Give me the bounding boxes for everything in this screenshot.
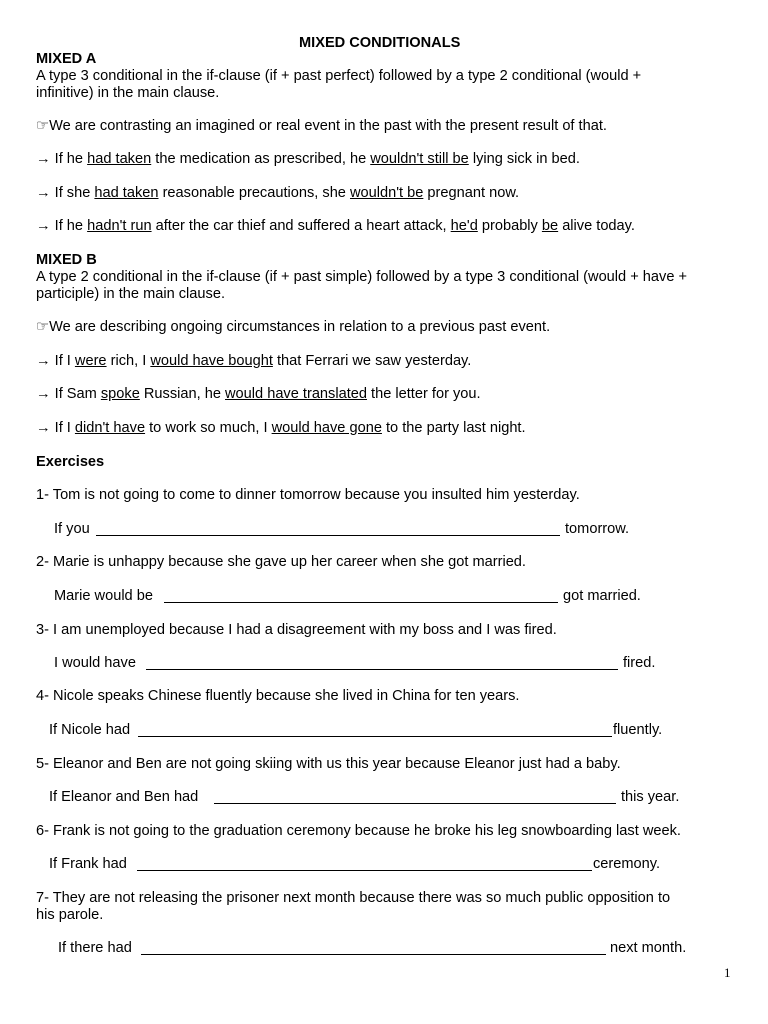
exercise-6-answer-blank[interactable] (137, 870, 592, 871)
mixed-a-example-1: → If he had taken the medication as prescribed, he wouldn't still be lying sick in bed. (36, 151, 580, 167)
exercise-7-answer-blank[interactable] (141, 954, 606, 955)
exercise-7-question: 7- They are not releasing the prisoner next month because there was so much public opposition to (36, 890, 671, 906)
exercise-6-suffix: ceremony. (593, 856, 661, 872)
exercise-1-answer-blank[interactable] (96, 535, 560, 536)
mixed-a-desc-line-2: infinitive) in the main clause. (36, 85, 220, 101)
exercise-3-prefix: I would have (54, 655, 136, 671)
mixed-a-desc-line-1: A type 3 conditional in the if-clause (if + past perfect) followed by a type 2 conditional (would + (36, 68, 642, 84)
mixed-b-heading: MIXED B (36, 252, 97, 268)
exercise-4-suffix: fluently. (613, 722, 663, 738)
mixed-b-note-text: We are describing ongoing circumstances in relation to a previous past event. (49, 319, 551, 335)
mixed-b-example-2: → If Sam spoke Russian, he would have translated the letter for you. (36, 386, 481, 402)
exercise-5-answer-blank[interactable] (214, 803, 616, 804)
mixed-b-example-1: → If I were rich, I would have bought that Ferrari we saw yesterday. (36, 353, 472, 369)
pointing-hand-icon: ☞ (36, 118, 50, 134)
page-title: MIXED CONDITIONALS (299, 35, 461, 51)
exercise-5-prefix: If Eleanor and Ben had (49, 789, 199, 805)
exercise-5-question: 5- Eleanor and Ben are not going skiing with us this year because Eleanor just had a baby. (36, 756, 621, 772)
exercise-2-answer-blank[interactable] (164, 602, 558, 603)
exercise-5-suffix: this year. (621, 789, 680, 805)
exercise-3-question: 3- I am unemployed because I had a disagreement with my boss and I was fired. (36, 622, 557, 638)
mixed-a-note-text: We are contrasting an imagined or real event in the past with the present result of that. (49, 118, 607, 134)
exercise-4-question: 4- Nicole speaks Chinese fluently because she lived in China for ten years. (36, 688, 520, 704)
pointing-hand-icon: ☞ (36, 319, 50, 335)
exercise-3-suffix: fired. (623, 655, 656, 671)
mixed-a-note (36, 118, 607, 135)
exercise-7-question-line-2: his parole. (36, 907, 104, 923)
exercise-7-suffix: next month. (610, 940, 687, 956)
exercise-2-suffix: got married. (563, 588, 641, 604)
exercise-2-prefix: Marie would be (54, 588, 153, 604)
exercise-3-answer-blank[interactable] (146, 669, 618, 670)
mixed-b-desc-line-2: participle) in the main clause. (36, 286, 225, 302)
exercise-6-question: 6- Frank is not going to the graduation ceremony because he broke his leg snowboarding last week. (36, 823, 681, 839)
exercise-1-prefix: If you (54, 521, 90, 537)
exercise-7-prefix: If there had (58, 940, 132, 956)
exercises-heading: Exercises (36, 454, 105, 470)
exercise-4-prefix: If Nicole had (49, 722, 131, 738)
mixed-b-desc-line-1: A type 2 conditional in the if-clause (if + past simple) followed by a type 3 conditional (would + have + (36, 269, 688, 285)
exercise-2-question: 2- Marie is unhappy because she gave up her career when she got married. (36, 554, 526, 570)
exercise-1-suffix: tomorrow. (565, 521, 630, 537)
page-number: 1 (724, 965, 731, 980)
exercise-1-question: 1- Tom is not going to come to dinner tomorrow because you insulted him yesterday. (36, 487, 580, 503)
mixed-b-note (36, 319, 550, 336)
exercise-4-answer-blank[interactable] (138, 736, 612, 737)
mixed-a-heading: MIXED A (36, 51, 97, 67)
mixed-a-example-3: → If he hadn't run after the car thief and suffered a heart attack, he'd probably be alive today. (36, 218, 635, 234)
mixed-b-example-3: → If I didn't have to work so much, I would have gone to the party last night. (36, 420, 526, 436)
mixed-a-example-2: → If she had taken reasonable precautions, she wouldn't be pregnant now. (36, 185, 520, 201)
exercise-6-prefix: If Frank had (49, 856, 127, 872)
